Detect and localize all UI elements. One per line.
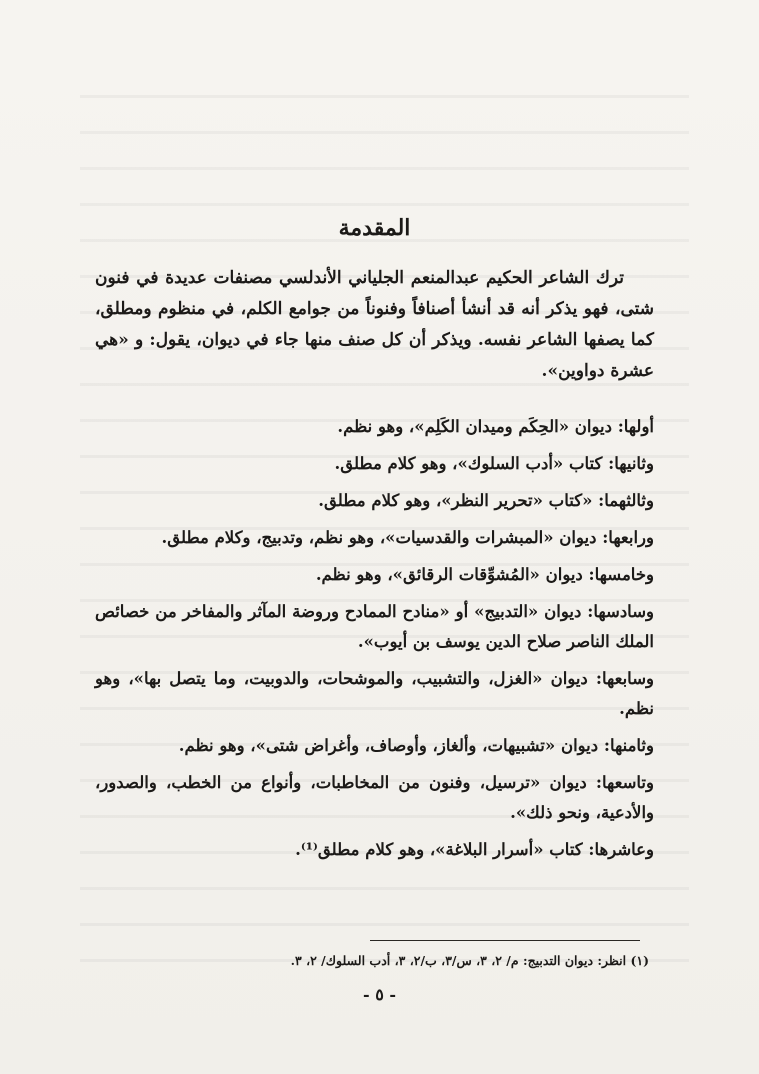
footnote-separator (370, 940, 640, 941)
list-item-5: وخامسها: ديوان «المُشوِّقات الرقائق»، وهو نظم. (315, 565, 654, 584)
list-item-8: وثامنها: ديوان «تشبيهات، وألغاز، وأوصاف، وأغراض شتى»، وهو نظم. (178, 736, 654, 755)
list-item-2: وثانيها: كتاب «أدب السلوك»، وهو كلام مطلق. (334, 454, 654, 473)
list-item-1: أولها: ديوان «الحِكَم وميدان الكَلِم»، وهو نظم. (337, 417, 654, 436)
list-item-6: وسادسها: ديوان «التدبيج» أو «منادح الممادح وروضة المآثر والمفاخر من خصائص الملك الناصر صلاح الدين يوسف بن أيوب». (95, 602, 654, 651)
list-item-4: ورابعها: ديوان «المبشرات والقدسيات»، وهو نظم، وتدبيج، وكلام مطلق. (161, 528, 654, 547)
list-item-7: وسابعها: ديوان «الغزل، والتشبيب، والموشحات، والدوبيت، وما يتصل بها»، وهو نظم. (95, 669, 654, 718)
paragraph-gap (95, 387, 654, 405)
footnote: (١) انظر: ديوان التدبيج: م/ ٢، ٣، س/٣، ب/٢، ٣، أدب السلوك/ ٢، ٣. (290, 953, 649, 968)
list-item-10: وعاشرها: كتاب «أسرار البلاغة»، وهو كلام مطلق⁽¹⁾. (295, 840, 654, 859)
page-title: المقدمة (338, 215, 411, 241)
page-number: - ٥ - (362, 985, 397, 1004)
page-content (95, 215, 654, 865)
list-item-9: وتاسعها: ديوان «ترسيل، وفنون من المخاطبات، وأنواع من الخطب، والصدور، والأدعية، ونحو ذلك». (95, 773, 654, 822)
intro-paragraph: ترك الشاعر الحكيم عبدالمنعم الجلياني الأندلسي مصنفات عديدة في فنون شتى، فهو يذكر أنه قد أنشأ أصنافاً وفنوناً من جوامع الكلم، في منظوم ومطلق، كما يصفها الشاعر نفسه. ويذكر أن كل صنف منها جاء في ديوان، يقول: و «هي عشرة دواوين». (95, 268, 654, 381)
list-item-3: وثالثهما: «كتاب «تحرير النظر»، وهو كلام مطلق. (318, 491, 654, 510)
